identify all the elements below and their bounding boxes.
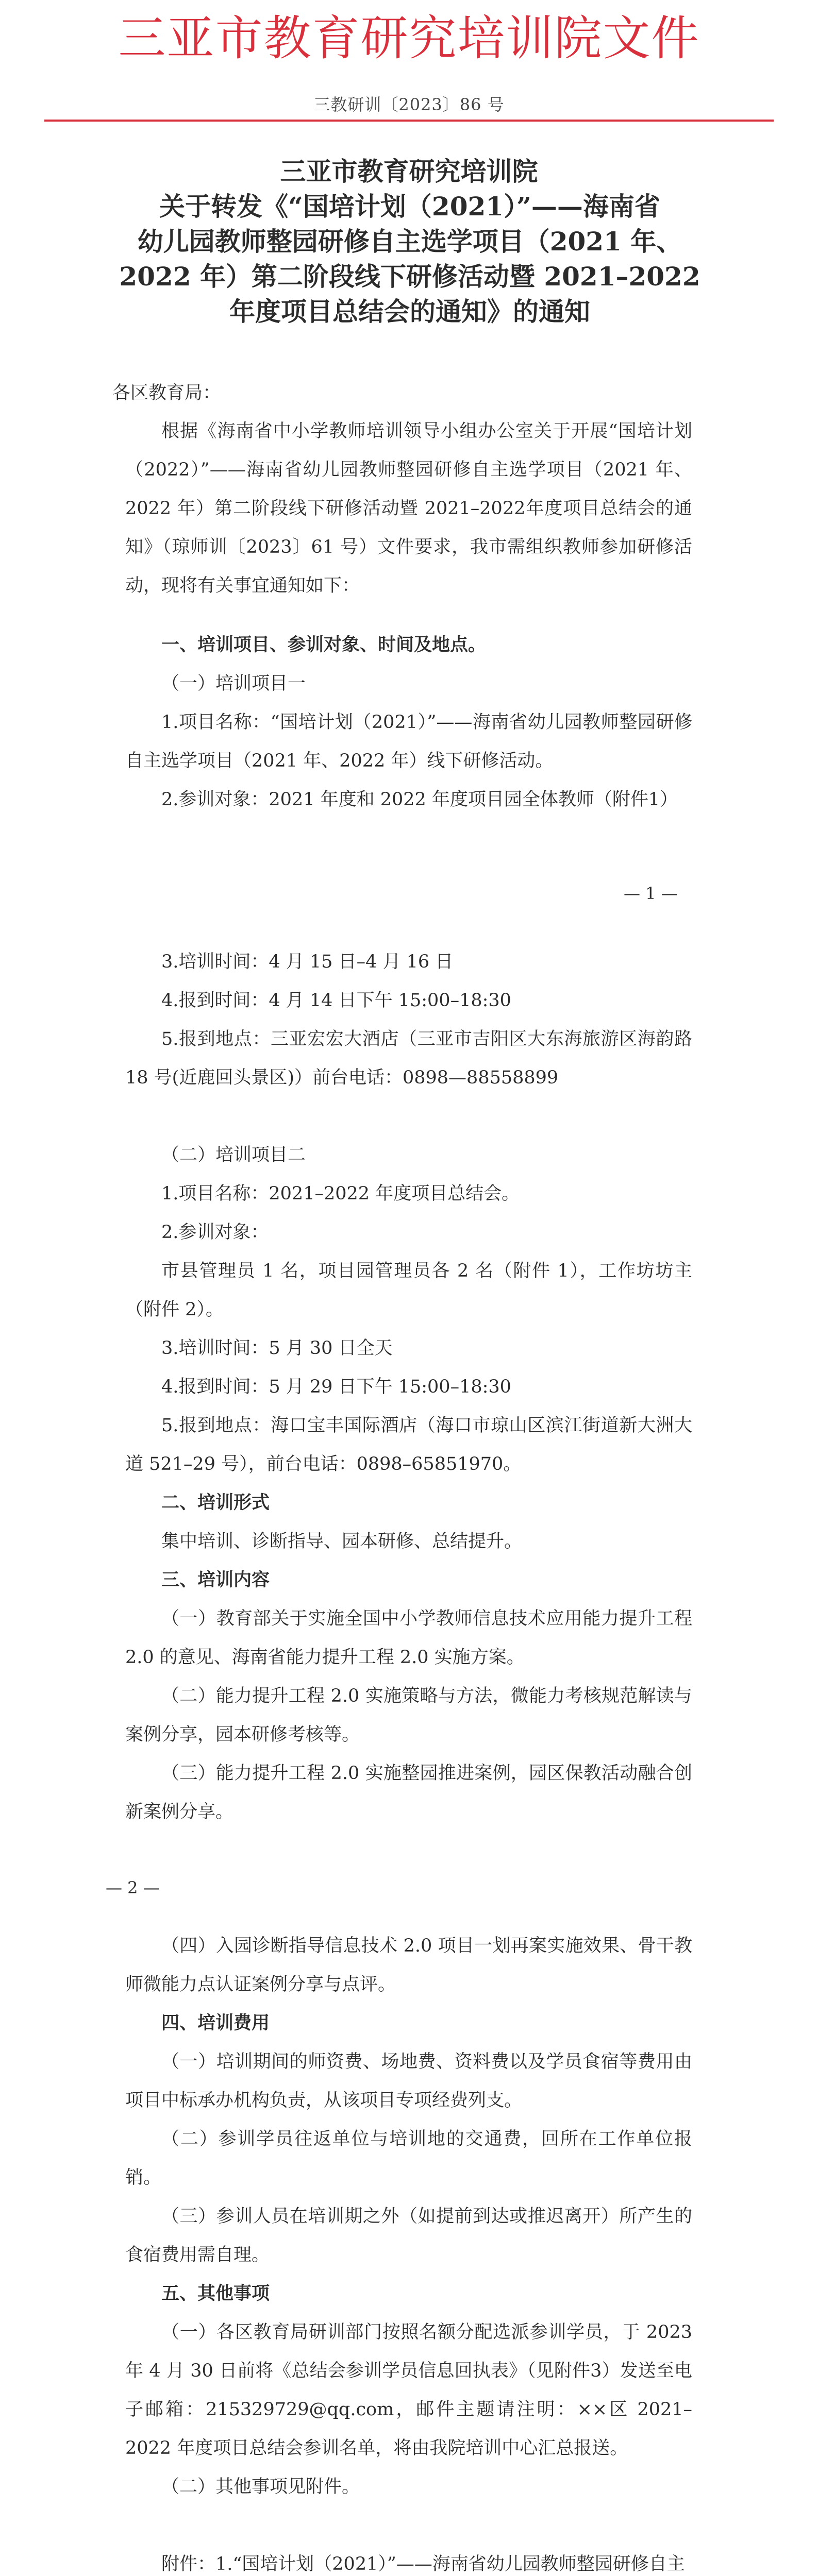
document-header-title: 三亚市教育研究培训院文件 [118,11,700,66]
project1-item3: 3.培训时间：4 月 15 日–4 月 16 日 [161,952,454,972]
project1-item2: 2.参训对象：2021 年度和 2022 年度项目园全体教师（附件1） [161,789,678,810]
section-3-item3: （三）能力提升工程 2.0 实施整园推进案例，园区保教活动融合创新案例分享。 [125,1763,692,1822]
section-3-item1: （一）教育部关于实施全国中小学教师信息技术应用能力提升工程 2.0 的意见、海南省能力提升工程 2.0 实施方案。 [125,1608,692,1668]
section-5-item1: （一）各区教育局研训部门按照名额分配选派参训学员，于 2023 年 4 月 30 日前将《总结会参训学员信息回执表》（见附件3）发送至电子邮箱：215329729@qq.com，邮件主题请注明：××区 2021–2022 年度项目总结会参训名单，将由我院培训中心汇总报送。 [125,2322,692,2459]
page-number-2: — 2 — [106,1878,160,1897]
notice-title-line2: 关于转发《“国培计划（2021）”——海南省 [159,191,660,222]
intro-paragraph: 根据《海南省中小学教师培训领导小组办公室关于开展“国培计划（2022）”——海南省幼儿园教师整园研修自主选学项目（2021 年、2022 年）第二阶段线下研修活动暨 2021–2022年度项目总结会的通知》（琼师训〔2023〕61 号）文件要求，我市需组织教师参加研修活动，现将有关事宜通知如下： [125,421,692,596]
section-3-item2: （二）能力提升工程 2.0 实施策略与方法，微能力考核规范解读与案例分享，园本研修考核等。 [125,1686,692,1745]
attachment-1: 1.“国培计划（2021）”——海南省幼儿园教师整园研修自主 [215,2554,685,2574]
section-4-item2: （二）参训学员往返单位与培训地的交通费，回所在工作单位报销。 [125,2129,692,2188]
document-number: 三教研训〔2023〕86 号 [313,95,505,114]
project1-item1: 1.项目名称：“国培计划（2021）”——海南省幼儿园教师整园研修自主选学项目（2021 年、2022 年）线下研修活动。 [125,712,692,771]
section-3-item4: （四）入园诊断指导信息技术 2.0 项目一划再案实施效果、骨干教师微能力点认证案例分享与点评。 [125,1936,692,1995]
project1-item4: 4.报到时间：4 月 14 日下午 15:00–18:30 [161,990,511,1011]
project1-item5: 5.报到地点：三亚宏宏大酒店（三亚市吉阳区大东海旅游区海韵路 18 号(近鹿回头景区)）前台电话：0898—88558899 [125,1029,692,1088]
section-4-heading: 四、培训费用 [161,2013,270,2033]
project2-item5: 5.报到地点：海口宝丰国际酒店（海口市琼山区滨江街道新大洲大道 521–29 号），前台电话：0898–65851970。 [125,1415,692,1475]
section-5-heading: 五、其他事项 [161,2283,270,2304]
project2-item2: 2.参训对象： [161,1222,269,1243]
section-2-heading: 二、培训形式 [161,1493,270,1513]
project2-item2-detail: 市县管理员 1 名，项目园管理员各 2 名（附件 1），工作坊坊主（附件 2）。 [125,1261,692,1320]
header-red-divider [44,120,774,122]
section-5-item2: （二）其他事项见附件。 [161,2477,360,2497]
notice-title-line3: 幼儿园教师整园研修自主选学项目（2021 年、 [137,226,682,257]
section-2-text: 集中培训、诊断指导、园本研修、总结提升。 [161,1531,523,1552]
notice-title-line5: 年度项目总结会的通知》的通知 [229,296,590,327]
project2-item3: 3.培训时间：5 月 30 日全天 [161,1338,393,1359]
page-number-1: — 1 — [624,884,678,903]
section-3-heading: 三、培训内容 [161,1570,270,1590]
project2-item1: 1.项目名称：2021–2022 年度项目总结会。 [161,1183,520,1204]
project2-item4: 4.报到时间：5 月 29 日下午 15:00–18:30 [161,1377,511,1397]
section-4-item3: （三）参训人员在培训期之外（如提前到达或推迟离开）所产生的食宿费用需自理。 [125,2206,692,2265]
project1-heading: （一）培训项目一 [161,673,306,694]
notice-title-line4: 2022 年）第二阶段线下研修活动暨 2021–2022 [119,261,700,292]
project2-heading: （二）培训项目二 [161,1145,306,1165]
salutation: 各区教育局： [112,383,221,403]
attachments-label: 附件： [161,2554,216,2574]
section-1-heading: 一、培训项目、参训对象、时间及地点。 [161,635,487,655]
notice-title-line1: 三亚市教育研究培训院 [280,156,538,187]
section-4-item1: （一）培训期间的师资费、场地费、资料费以及学员食宿等费用由项目中标承办机构负责，从该项目专项经费列支。 [125,2052,692,2111]
